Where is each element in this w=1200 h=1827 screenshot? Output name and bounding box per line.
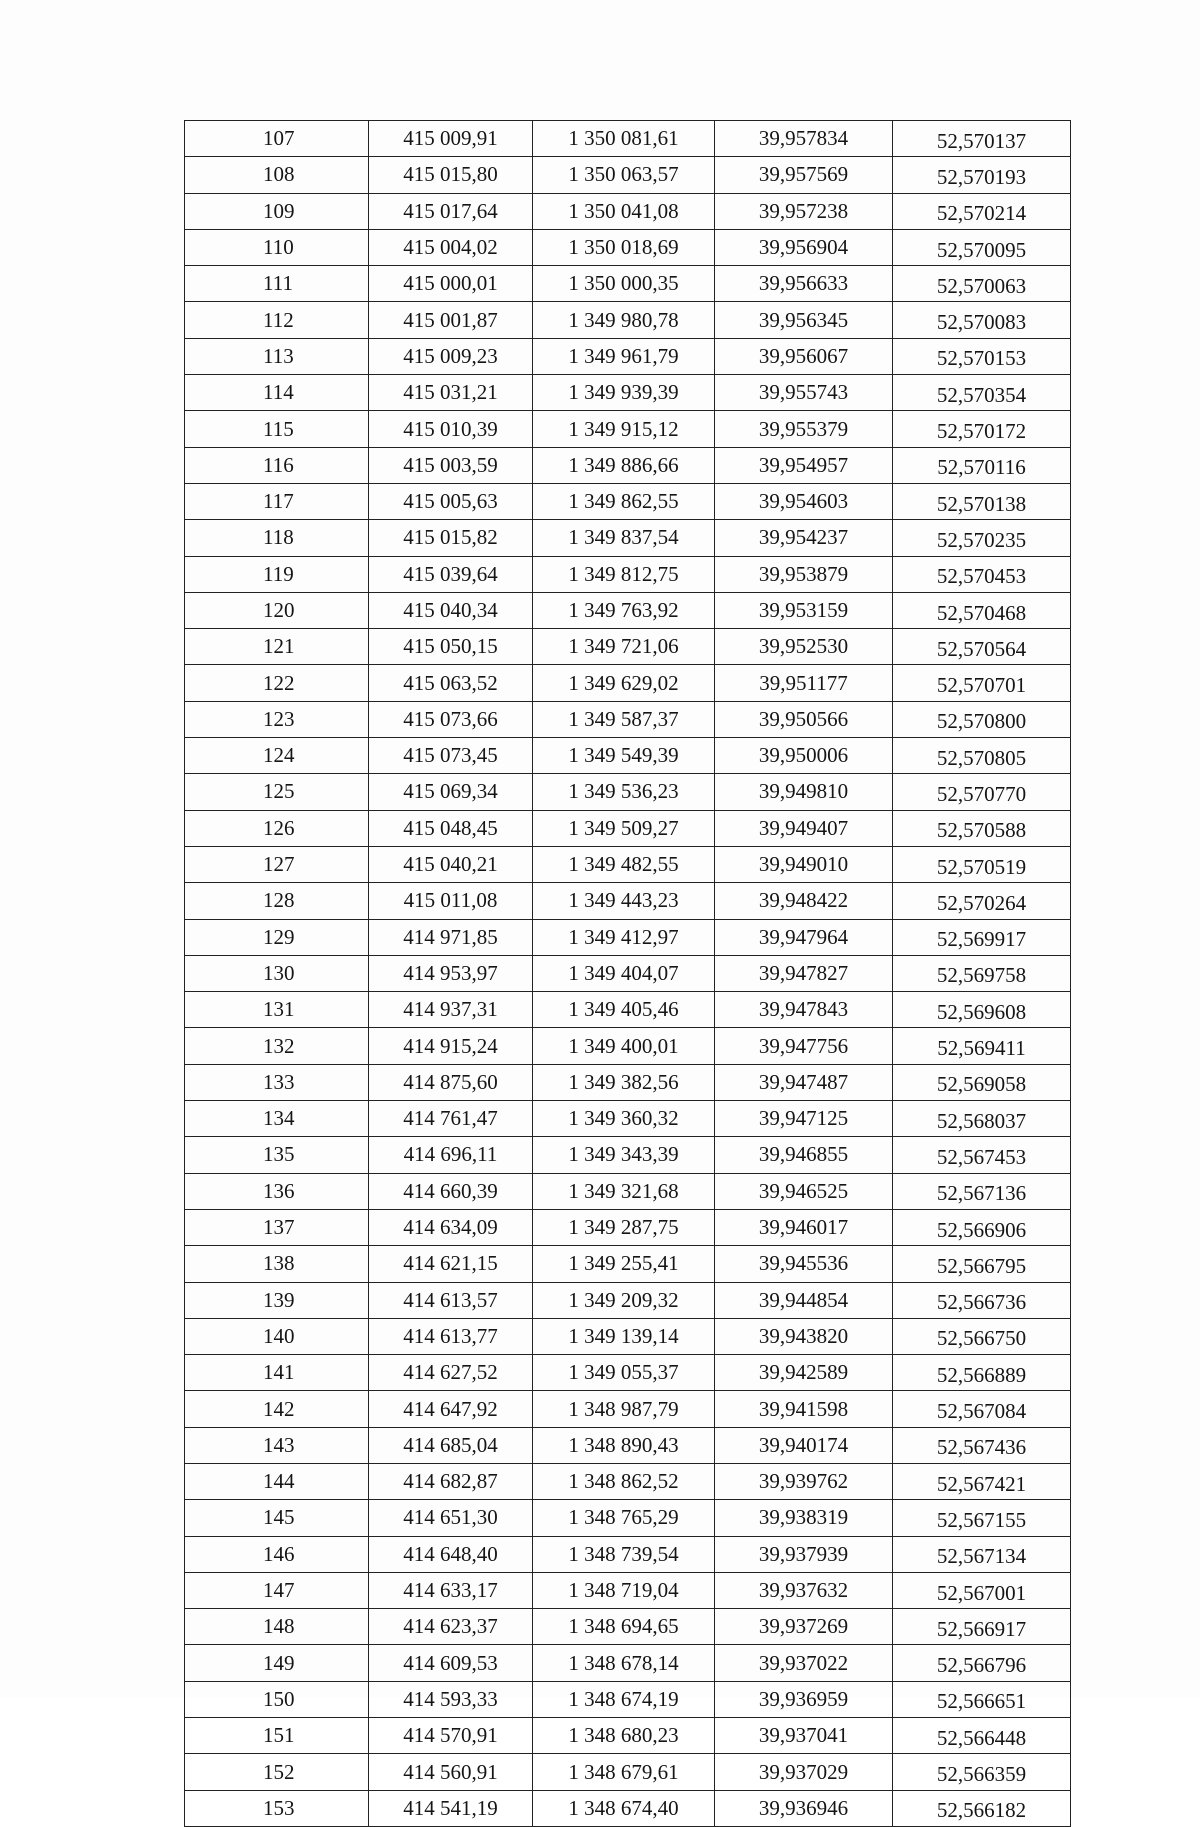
- latitude-cell: 39,949010: [715, 846, 893, 882]
- point-number-cell: 144: [185, 1463, 369, 1499]
- y-coordinate-cell: 1 348 765,29: [533, 1500, 715, 1536]
- table-row: [185, 1318, 1071, 1354]
- latitude-cell: 39,952530: [715, 629, 893, 665]
- point-number-cell: 132: [185, 1028, 369, 1064]
- longitude-cell: 52,567421: [893, 1463, 1071, 1499]
- point-number-cell: 138: [185, 1246, 369, 1282]
- x-coordinate-cell: 414 570,91: [369, 1718, 533, 1754]
- point-number-cell: 134: [185, 1101, 369, 1137]
- x-coordinate-cell: 414 875,60: [369, 1064, 533, 1100]
- table-row: [185, 302, 1071, 338]
- table-row: [185, 1173, 1071, 1209]
- x-coordinate-cell: 414 623,37: [369, 1609, 533, 1645]
- y-coordinate-cell: 1 350 041,08: [533, 193, 715, 229]
- y-coordinate-cell: 1 349 915,12: [533, 411, 715, 447]
- point-number-cell: 131: [185, 992, 369, 1028]
- x-coordinate-cell: 415 001,87: [369, 302, 533, 338]
- x-coordinate-cell: 414 651,30: [369, 1500, 533, 1536]
- x-coordinate-cell: 415 009,23: [369, 338, 533, 374]
- point-number-cell: 113: [185, 338, 369, 374]
- point-number-cell: 143: [185, 1427, 369, 1463]
- table-row: [185, 1246, 1071, 1282]
- table-row: [185, 810, 1071, 846]
- x-coordinate-cell: 414 627,52: [369, 1355, 533, 1391]
- longitude-cell: 52,566796: [893, 1645, 1071, 1681]
- longitude-cell: 52,570095: [893, 229, 1071, 265]
- x-coordinate-cell: 415 050,15: [369, 629, 533, 665]
- point-number-cell: 147: [185, 1572, 369, 1608]
- table-row: [185, 1028, 1071, 1064]
- x-coordinate-cell: 415 005,63: [369, 483, 533, 519]
- x-coordinate-cell: 414 915,24: [369, 1028, 533, 1064]
- latitude-cell: 39,948422: [715, 883, 893, 919]
- longitude-cell: 52,566359: [893, 1754, 1071, 1790]
- point-number-cell: 112: [185, 302, 369, 338]
- y-coordinate-cell: 1 349 812,75: [533, 556, 715, 592]
- x-coordinate-cell: 414 634,09: [369, 1209, 533, 1245]
- table-row: [185, 1572, 1071, 1608]
- latitude-cell: 39,949810: [715, 774, 893, 810]
- latitude-cell: 39,949407: [715, 810, 893, 846]
- y-coordinate-cell: 1 350 018,69: [533, 229, 715, 265]
- x-coordinate-cell: 415 040,21: [369, 846, 533, 882]
- x-coordinate-cell: 414 696,11: [369, 1137, 533, 1173]
- y-coordinate-cell: 1 348 674,19: [533, 1681, 715, 1717]
- y-coordinate-cell: 1 349 360,32: [533, 1101, 715, 1137]
- y-coordinate-cell: 1 348 862,52: [533, 1463, 715, 1499]
- longitude-cell: 52,566917: [893, 1609, 1071, 1645]
- y-coordinate-cell: 1 350 000,35: [533, 266, 715, 302]
- point-number-cell: 114: [185, 375, 369, 411]
- x-coordinate-cell: 415 069,34: [369, 774, 533, 810]
- table-row: [185, 701, 1071, 737]
- point-number-cell: 121: [185, 629, 369, 665]
- table-row: [185, 266, 1071, 302]
- latitude-cell: 39,951177: [715, 665, 893, 701]
- point-number-cell: 119: [185, 556, 369, 592]
- y-coordinate-cell: 1 349 482,55: [533, 846, 715, 882]
- x-coordinate-cell: 414 761,47: [369, 1101, 533, 1137]
- table-row: [185, 1536, 1071, 1572]
- point-number-cell: 128: [185, 883, 369, 919]
- y-coordinate-cell: 1 349 536,23: [533, 774, 715, 810]
- y-coordinate-cell: 1 350 063,57: [533, 157, 715, 193]
- x-coordinate-cell: 414 613,77: [369, 1318, 533, 1354]
- y-coordinate-cell: 1 348 680,23: [533, 1718, 715, 1754]
- latitude-cell: 39,944854: [715, 1282, 893, 1318]
- latitude-cell: 39,947843: [715, 992, 893, 1028]
- table-row: [185, 774, 1071, 810]
- table-row: [185, 1209, 1071, 1245]
- point-number-cell: 107: [185, 121, 369, 157]
- point-number-cell: 116: [185, 447, 369, 483]
- latitude-cell: 39,936959: [715, 1681, 893, 1717]
- table-row: [185, 1500, 1071, 1536]
- point-number-cell: 129: [185, 919, 369, 955]
- longitude-cell: 52,570083: [893, 302, 1071, 338]
- latitude-cell: 39,957238: [715, 193, 893, 229]
- longitude-cell: 52,570153: [893, 338, 1071, 374]
- x-coordinate-cell: 415 073,45: [369, 738, 533, 774]
- latitude-cell: 39,954957: [715, 447, 893, 483]
- longitude-cell: 52,569058: [893, 1064, 1071, 1100]
- x-coordinate-cell: 415 063,52: [369, 665, 533, 701]
- x-coordinate-cell: 415 048,45: [369, 810, 533, 846]
- x-coordinate-cell: 414 621,15: [369, 1246, 533, 1282]
- table-row: [185, 846, 1071, 882]
- y-coordinate-cell: 1 349 549,39: [533, 738, 715, 774]
- latitude-cell: 39,956067: [715, 338, 893, 374]
- point-number-cell: 145: [185, 1500, 369, 1536]
- table-row: [185, 1137, 1071, 1173]
- longitude-cell: 52,567001: [893, 1572, 1071, 1608]
- table-row: [185, 1427, 1071, 1463]
- latitude-cell: 39,955379: [715, 411, 893, 447]
- y-coordinate-cell: 1 349 404,07: [533, 955, 715, 991]
- longitude-cell: 52,570214: [893, 193, 1071, 229]
- longitude-cell: 52,566182: [893, 1790, 1071, 1826]
- y-coordinate-cell: 1 348 678,14: [533, 1645, 715, 1681]
- latitude-cell: 39,946017: [715, 1209, 893, 1245]
- y-coordinate-cell: 1 349 255,41: [533, 1246, 715, 1282]
- x-coordinate-cell: 415 039,64: [369, 556, 533, 592]
- table-row: [185, 1645, 1071, 1681]
- longitude-cell: 52,569758: [893, 955, 1071, 991]
- latitude-cell: 39,954603: [715, 483, 893, 519]
- latitude-cell: 39,940174: [715, 1427, 893, 1463]
- longitude-cell: 52,570770: [893, 774, 1071, 810]
- longitude-cell: 52,567134: [893, 1536, 1071, 1572]
- y-coordinate-cell: 1 349 209,32: [533, 1282, 715, 1318]
- latitude-cell: 39,937939: [715, 1536, 893, 1572]
- latitude-cell: 39,953159: [715, 592, 893, 628]
- x-coordinate-cell: 415 011,08: [369, 883, 533, 919]
- point-number-cell: 153: [185, 1790, 369, 1826]
- y-coordinate-cell: 1 349 055,37: [533, 1355, 715, 1391]
- latitude-cell: 39,945536: [715, 1246, 893, 1282]
- x-coordinate-cell: 414 648,40: [369, 1536, 533, 1572]
- point-number-cell: 117: [185, 483, 369, 519]
- longitude-cell: 52,567136: [893, 1173, 1071, 1209]
- y-coordinate-cell: 1 348 719,04: [533, 1572, 715, 1608]
- latitude-cell: 39,950006: [715, 738, 893, 774]
- point-number-cell: 140: [185, 1318, 369, 1354]
- y-coordinate-cell: 1 349 886,66: [533, 447, 715, 483]
- longitude-cell: 52,570264: [893, 883, 1071, 919]
- longitude-cell: 52,570172: [893, 411, 1071, 447]
- table-row: [185, 1718, 1071, 1754]
- point-number-cell: 151: [185, 1718, 369, 1754]
- table-row: [185, 592, 1071, 628]
- latitude-cell: 39,947487: [715, 1064, 893, 1100]
- point-number-cell: 135: [185, 1137, 369, 1173]
- latitude-cell: 39,953879: [715, 556, 893, 592]
- latitude-cell: 39,950566: [715, 701, 893, 737]
- x-coordinate-cell: 414 953,97: [369, 955, 533, 991]
- longitude-cell: 52,566750: [893, 1318, 1071, 1354]
- latitude-cell: 39,957834: [715, 121, 893, 157]
- x-coordinate-cell: 415 004,02: [369, 229, 533, 265]
- longitude-cell: 52,567436: [893, 1427, 1071, 1463]
- point-number-cell: 146: [185, 1536, 369, 1572]
- point-number-cell: 139: [185, 1282, 369, 1318]
- table-row: [185, 1391, 1071, 1427]
- table-row: [185, 556, 1071, 592]
- y-coordinate-cell: 1 348 679,61: [533, 1754, 715, 1790]
- x-coordinate-cell: 415 017,64: [369, 193, 533, 229]
- longitude-cell: 52,568037: [893, 1101, 1071, 1137]
- longitude-cell: 52,570354: [893, 375, 1071, 411]
- y-coordinate-cell: 1 349 287,75: [533, 1209, 715, 1245]
- x-coordinate-cell: 414 609,53: [369, 1645, 533, 1681]
- point-number-cell: 141: [185, 1355, 369, 1391]
- y-coordinate-cell: 1 349 961,79: [533, 338, 715, 374]
- point-number-cell: 150: [185, 1681, 369, 1717]
- longitude-cell: 52,570453: [893, 556, 1071, 592]
- x-coordinate-cell: 415 010,39: [369, 411, 533, 447]
- table-row: [185, 1282, 1071, 1318]
- longitude-cell: 52,570193: [893, 157, 1071, 193]
- latitude-cell: 39,946855: [715, 1137, 893, 1173]
- point-number-cell: 118: [185, 520, 369, 556]
- coordinates-table: [184, 120, 1071, 1827]
- y-coordinate-cell: 1 348 987,79: [533, 1391, 715, 1427]
- table-row: [185, 520, 1071, 556]
- table-row: [185, 157, 1071, 193]
- y-coordinate-cell: 1 349 343,39: [533, 1137, 715, 1173]
- y-coordinate-cell: 1 349 405,46: [533, 992, 715, 1028]
- point-number-cell: 111: [185, 266, 369, 302]
- y-coordinate-cell: 1 349 412,97: [533, 919, 715, 955]
- y-coordinate-cell: 1 349 862,55: [533, 483, 715, 519]
- longitude-cell: 52,570588: [893, 810, 1071, 846]
- x-coordinate-cell: 414 593,33: [369, 1681, 533, 1717]
- table-row: [185, 338, 1071, 374]
- latitude-cell: 39,937632: [715, 1572, 893, 1608]
- latitude-cell: 39,939762: [715, 1463, 893, 1499]
- x-coordinate-cell: 415 000,01: [369, 266, 533, 302]
- y-coordinate-cell: 1 348 694,65: [533, 1609, 715, 1645]
- x-coordinate-cell: 414 560,91: [369, 1754, 533, 1790]
- longitude-cell: 52,570468: [893, 592, 1071, 628]
- longitude-cell: 52,566795: [893, 1246, 1071, 1282]
- y-coordinate-cell: 1 349 400,01: [533, 1028, 715, 1064]
- latitude-cell: 39,947827: [715, 955, 893, 991]
- y-coordinate-cell: 1 349 321,68: [533, 1173, 715, 1209]
- y-coordinate-cell: 1 349 139,14: [533, 1318, 715, 1354]
- table-row: [185, 629, 1071, 665]
- x-coordinate-cell: 414 541,19: [369, 1790, 533, 1826]
- x-coordinate-cell: 414 685,04: [369, 1427, 533, 1463]
- point-number-cell: 124: [185, 738, 369, 774]
- coordinates-table-body: [185, 121, 1071, 1827]
- point-number-cell: 110: [185, 229, 369, 265]
- table-row: [185, 738, 1071, 774]
- x-coordinate-cell: 414 613,57: [369, 1282, 533, 1318]
- latitude-cell: 39,937029: [715, 1754, 893, 1790]
- y-coordinate-cell: 1 349 587,37: [533, 701, 715, 737]
- table-row: [185, 411, 1071, 447]
- longitude-cell: 52,569608: [893, 992, 1071, 1028]
- point-number-cell: 125: [185, 774, 369, 810]
- longitude-cell: 52,570519: [893, 846, 1071, 882]
- point-number-cell: 148: [185, 1609, 369, 1645]
- latitude-cell: 39,938319: [715, 1500, 893, 1536]
- latitude-cell: 39,947125: [715, 1101, 893, 1137]
- table-row: [185, 483, 1071, 519]
- x-coordinate-cell: 415 031,21: [369, 375, 533, 411]
- x-coordinate-cell: 415 015,80: [369, 157, 533, 193]
- longitude-cell: 52,570063: [893, 266, 1071, 302]
- y-coordinate-cell: 1 349 763,92: [533, 592, 715, 628]
- longitude-cell: 52,566889: [893, 1355, 1071, 1391]
- x-coordinate-cell: 414 647,92: [369, 1391, 533, 1427]
- x-coordinate-cell: 414 971,85: [369, 919, 533, 955]
- longitude-cell: 52,570116: [893, 447, 1071, 483]
- latitude-cell: 39,937022: [715, 1645, 893, 1681]
- x-coordinate-cell: 414 682,87: [369, 1463, 533, 1499]
- table-row: [185, 375, 1071, 411]
- point-number-cell: 115: [185, 411, 369, 447]
- y-coordinate-cell: 1 348 739,54: [533, 1536, 715, 1572]
- point-number-cell: 108: [185, 157, 369, 193]
- y-coordinate-cell: 1 349 721,06: [533, 629, 715, 665]
- table-row: [185, 1754, 1071, 1790]
- longitude-cell: 52,566736: [893, 1282, 1071, 1318]
- y-coordinate-cell: 1 349 629,02: [533, 665, 715, 701]
- longitude-cell: 52,569917: [893, 919, 1071, 955]
- table-row: [185, 883, 1071, 919]
- y-coordinate-cell: 1 349 980,78: [533, 302, 715, 338]
- x-coordinate-cell: 415 009,91: [369, 121, 533, 157]
- y-coordinate-cell: 1 348 890,43: [533, 1427, 715, 1463]
- y-coordinate-cell: 1 349 382,56: [533, 1064, 715, 1100]
- longitude-cell: 52,570235: [893, 520, 1071, 556]
- longitude-cell: 52,567084: [893, 1391, 1071, 1427]
- y-coordinate-cell: 1 349 939,39: [533, 375, 715, 411]
- longitude-cell: 52,566651: [893, 1681, 1071, 1717]
- y-coordinate-cell: 1 350 081,61: [533, 121, 715, 157]
- point-number-cell: 122: [185, 665, 369, 701]
- x-coordinate-cell: 415 040,34: [369, 592, 533, 628]
- point-number-cell: 136: [185, 1173, 369, 1209]
- longitude-cell: 52,570564: [893, 629, 1071, 665]
- point-number-cell: 137: [185, 1209, 369, 1245]
- longitude-cell: 52,570138: [893, 483, 1071, 519]
- table-row: [185, 992, 1071, 1028]
- table-row: [185, 447, 1071, 483]
- longitude-cell: 52,570800: [893, 701, 1071, 737]
- point-number-cell: 130: [185, 955, 369, 991]
- latitude-cell: 39,957569: [715, 157, 893, 193]
- y-coordinate-cell: 1 349 509,27: [533, 810, 715, 846]
- x-coordinate-cell: 415 003,59: [369, 447, 533, 483]
- point-number-cell: 133: [185, 1064, 369, 1100]
- latitude-cell: 39,955743: [715, 375, 893, 411]
- longitude-cell: 52,567155: [893, 1500, 1071, 1536]
- table-row: [185, 919, 1071, 955]
- latitude-cell: 39,937269: [715, 1609, 893, 1645]
- point-number-cell: 123: [185, 701, 369, 737]
- table-row: [185, 1355, 1071, 1391]
- x-coordinate-cell: 414 660,39: [369, 1173, 533, 1209]
- point-number-cell: 127: [185, 846, 369, 882]
- latitude-cell: 39,943820: [715, 1318, 893, 1354]
- longitude-cell: 52,570137: [893, 121, 1071, 157]
- latitude-cell: 39,941598: [715, 1391, 893, 1427]
- table-row: [185, 1609, 1071, 1645]
- latitude-cell: 39,947964: [715, 919, 893, 955]
- table-row: [185, 1064, 1071, 1100]
- point-number-cell: 126: [185, 810, 369, 846]
- latitude-cell: 39,946525: [715, 1173, 893, 1209]
- y-coordinate-cell: 1 348 674,40: [533, 1790, 715, 1826]
- latitude-cell: 39,956345: [715, 302, 893, 338]
- y-coordinate-cell: 1 349 837,54: [533, 520, 715, 556]
- longitude-cell: 52,569411: [893, 1028, 1071, 1064]
- table-row: [185, 955, 1071, 991]
- longitude-cell: 52,570701: [893, 665, 1071, 701]
- y-coordinate-cell: 1 349 443,23: [533, 883, 715, 919]
- point-number-cell: 120: [185, 592, 369, 628]
- table-row: [185, 193, 1071, 229]
- latitude-cell: 39,956633: [715, 266, 893, 302]
- point-number-cell: 152: [185, 1754, 369, 1790]
- x-coordinate-cell: 414 937,31: [369, 992, 533, 1028]
- point-number-cell: 109: [185, 193, 369, 229]
- x-coordinate-cell: 415 015,82: [369, 520, 533, 556]
- table-row: [185, 229, 1071, 265]
- point-number-cell: 149: [185, 1645, 369, 1681]
- longitude-cell: 52,567453: [893, 1137, 1071, 1173]
- x-coordinate-cell: 414 633,17: [369, 1572, 533, 1608]
- latitude-cell: 39,936946: [715, 1790, 893, 1826]
- x-coordinate-cell: 415 073,66: [369, 701, 533, 737]
- latitude-cell: 39,956904: [715, 229, 893, 265]
- table-row: [185, 1463, 1071, 1499]
- latitude-cell: 39,937041: [715, 1718, 893, 1754]
- table-row: [185, 1101, 1071, 1137]
- table-row: [185, 121, 1071, 157]
- latitude-cell: 39,954237: [715, 520, 893, 556]
- longitude-cell: 52,566448: [893, 1718, 1071, 1754]
- table-row: [185, 1790, 1071, 1826]
- point-number-cell: 142: [185, 1391, 369, 1427]
- latitude-cell: 39,947756: [715, 1028, 893, 1064]
- longitude-cell: 52,570805: [893, 738, 1071, 774]
- table-row: [185, 1681, 1071, 1717]
- latitude-cell: 39,942589: [715, 1355, 893, 1391]
- table-row: [185, 665, 1071, 701]
- longitude-cell: 52,566906: [893, 1209, 1071, 1245]
